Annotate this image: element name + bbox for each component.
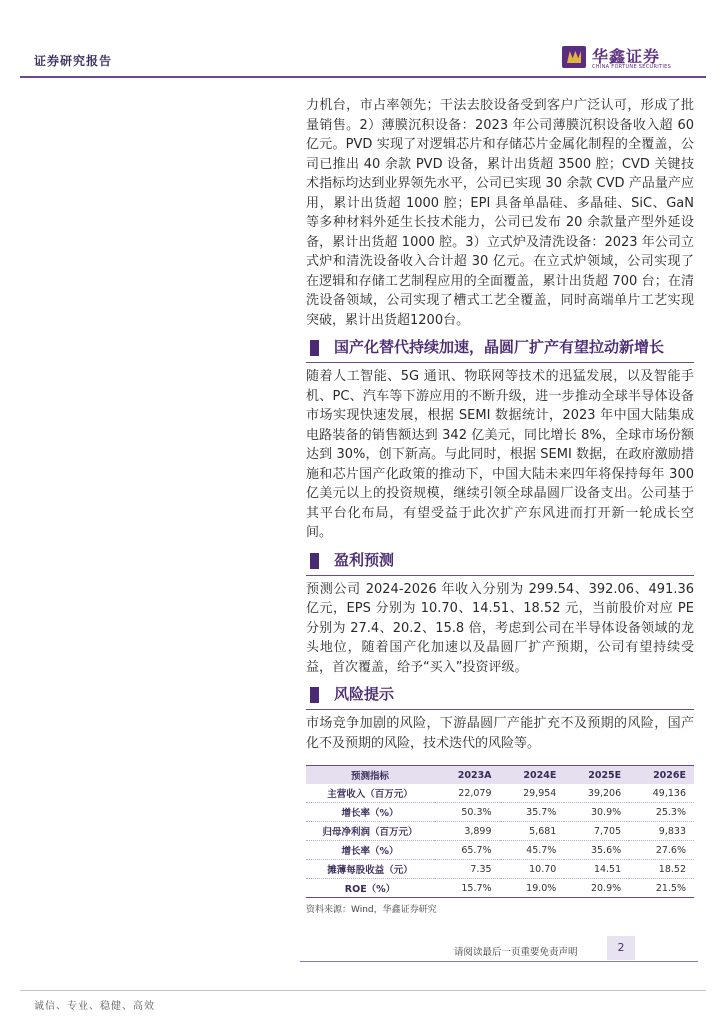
section-marker-icon — [310, 687, 319, 703]
section-marker-icon — [310, 553, 319, 569]
table-cell: 20.9% — [564, 879, 629, 898]
section-text: 随着人工智能、5G 通讯、物联网等技术的迅猛发展，以及智能手机、PC、汽车等下游应用的不断升级，进一步推动全球半导体设备市场实现快速发展，根据 SEMI 数据统计，2023 年中国大陆集成电路装备的销售额达到 342 亿美元，同比增长 8%，全球市场份额达到 30%，创下新高。与此同时，根据 SEMI 数据，在政府激励措施和芯片国产化政策的推动下，中国大陆未来四年将保持每年 300 亿美元以上的投资规模，继续引领全球晶圆厂设备支出。公司基于其平台化布局，有望受益于此次扩产东风进而打开新一轮成长空间。 — [306, 369, 694, 540]
table-cell: 5,681 — [500, 822, 565, 841]
table-cell: 15.7% — [434, 879, 500, 898]
table-header-row — [306, 766, 694, 785]
table-cell: 30.9% — [564, 803, 629, 822]
forecast-table — [306, 765, 694, 898]
table-cell: 25.3% — [629, 803, 694, 822]
row-label: 增长率（%） — [306, 803, 434, 822]
footer-divider — [300, 961, 698, 962]
table-header-cell: 2026E — [629, 766, 694, 785]
disclaimer-link[interactable]: 请阅读最后一页重要免责声明 — [454, 947, 578, 958]
section-divider — [306, 709, 694, 710]
table-cell: 22,079 — [434, 784, 500, 803]
section-risk-warning — [306, 683, 694, 753]
main-content — [306, 96, 694, 915]
table-cell: 10.70 — [500, 860, 565, 879]
table-header-cell: 2023A — [434, 766, 500, 785]
page-number: 2 — [607, 936, 635, 960]
table-cell: 18.52 — [629, 860, 694, 879]
table-header-cell: 预测指标 — [306, 766, 434, 785]
table-source-note: 资料来源：Wind，华鑫证券研究 — [306, 905, 437, 915]
table-row — [306, 879, 694, 898]
table-header-cell: 2025E — [564, 766, 629, 785]
row-label: 主营收入（百万元） — [306, 784, 434, 803]
brand-name-cn: 华鑫证券 — [592, 47, 661, 66]
table-row — [306, 841, 694, 860]
row-label: ROE（%） — [306, 879, 434, 898]
table-cell: 21.5% — [629, 879, 694, 898]
section-title: 风险提示 — [334, 685, 395, 703]
table-cell: 35.6% — [564, 841, 629, 860]
row-label: 增长率（%） — [306, 841, 434, 860]
table-cell: 27.6% — [629, 841, 694, 860]
table-cell: 9,833 — [629, 822, 694, 841]
table-cell: 35.7% — [500, 803, 565, 822]
header-divider — [20, 76, 706, 78]
table-row — [306, 803, 694, 822]
table-cell: 7,705 — [564, 822, 629, 841]
section-text: 预测公司 2024-2026 年收入分别为 299.54、392.06、491.36 亿元，EPS 分别为 10.70、14.51、18.52 元，当前股价对应 PE 分别为 27.4、20.2、15.8 倍，考虑到公司在半导体设备领域的龙头地位，随着国产化加速以及晶圆厂扩产预期，公司有望持续受益，首次覆盖，给予“买入”投资评级。 — [306, 581, 694, 675]
section-domestic-substitution — [306, 336, 694, 543]
brand-name-en: CHINA FORTUNE SECURITIES — [592, 64, 672, 70]
row-label: 归母净利润（百万元） — [306, 822, 434, 841]
brand-logo — [562, 44, 692, 74]
table-cell: 49,136 — [629, 784, 694, 803]
section-heading — [306, 336, 694, 358]
intro-paragraph: 力机台，市占率领先；干法去胶设备受到客户广泛认可，形成了批量销售。2）薄膜沉积设备：2023 年公司薄膜沉积设备收入超 60 亿元。PVD 实现了对逻辑芯片和存储芯片金属化制程的全覆盖，公司已推出 40 余款 PVD 设备，累计出货超 3500 腔；CVD 关键技术指标均达到业界领先水平，公司已实现 30 余款 CVD 产品量产应用，累计出货超 1000 腔；EPI 具备单晶硅、多晶硅、SiC、GaN 等多种材料外延生长技术能力，公司已发布 20 余款量产型外延设备，累计出货超 1000 腔。3）立式炉及清洗设备：2023 年公司立式炉和清洗设备收入合计超 30 亿元。在立式炉领域，公司实现了在逻辑和存储工艺制程应用的全面覆盖，累计出货超 700 台；在清洗设备领域，公司实现了槽式工艺全覆盖，同时高端单片工艺实现突破，累计出货超1200台。 — [306, 98, 694, 328]
table-cell: 39,206 — [564, 784, 629, 803]
section-marker-icon — [310, 340, 319, 356]
table-cell: 7.35 — [434, 860, 500, 879]
report-type-label: 证券研究报告 — [34, 54, 113, 68]
footer-motto: 诚信、专业、稳健、高效 — [34, 1001, 155, 1012]
table-cell: 45.7% — [500, 841, 565, 860]
table-header-cell: 2024E — [500, 766, 565, 785]
section-title: 盈利预测 — [334, 550, 395, 569]
table-cell: 50.3% — [434, 803, 500, 822]
section-divider — [306, 362, 694, 363]
table-cell: 29,954 — [500, 784, 565, 803]
section-heading — [306, 683, 694, 705]
section-earnings-forecast — [306, 549, 694, 678]
table-cell: 19.0% — [500, 879, 565, 898]
section-text: 市场竞争加剧的风险，下游晶圆厂产能扩充不及预期的风险，国产化不及预期的风险，技术迭代的风险等。 — [306, 716, 694, 751]
table-cell: 3,899 — [434, 822, 500, 841]
table-cell: 65.7% — [434, 841, 500, 860]
table-row — [306, 860, 694, 879]
brand-logo-icon — [562, 46, 586, 68]
section-heading — [306, 549, 694, 571]
table-row — [306, 822, 694, 841]
row-label: 摊薄每股收益（元） — [306, 860, 434, 879]
table-row — [306, 784, 694, 803]
bottom-divider — [20, 990, 706, 991]
table-cell: 14.51 — [564, 860, 629, 879]
section-divider — [306, 575, 694, 576]
page-header — [0, 0, 724, 78]
section-title: 国产化替代持续加速，晶圆厂扩产有望拉动新增长 — [334, 338, 665, 356]
